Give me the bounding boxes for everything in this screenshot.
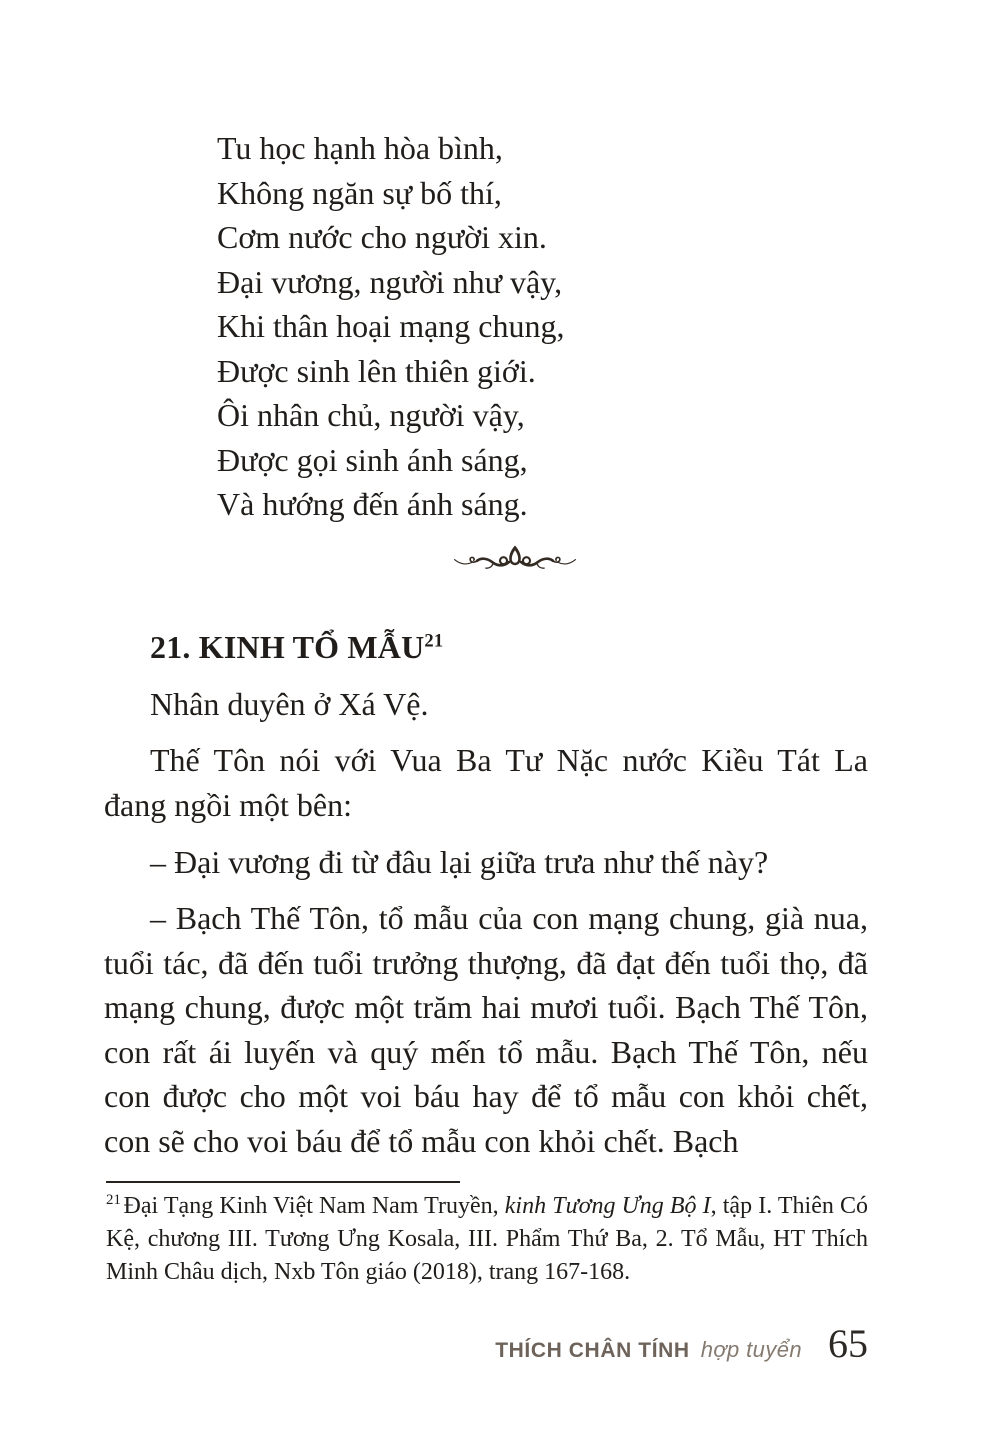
poem-line: Tu học hạnh hòa bình,	[217, 130, 503, 166]
footer-author: THÍCH CHÂN TÍNH	[495, 1339, 690, 1362]
footnote-text: Đại Tạng Kinh Việt Nam Nam Truyền,	[123, 1193, 505, 1219]
heading-footnote-ref: 21	[424, 630, 444, 652]
poem-line: Khi thân hoại mạng chung,	[217, 308, 565, 344]
page-footer	[0, 1320, 868, 1367]
section-divider	[453, 542, 577, 578]
poem-line: Không ngăn sự bố thí,	[217, 174, 502, 211]
footnote-rule	[106, 1181, 460, 1183]
footer-subtitle: hợp tuyển	[700, 1337, 802, 1362]
paragraph: – Đại vương đi từ đâu lại giữa trưa như thế này?	[150, 844, 769, 880]
poem-block	[217, 126, 564, 527]
poem-line: Được gọi sinh ánh sáng,	[217, 441, 528, 478]
footnote-marker: 21	[106, 1192, 121, 1208]
poem-line: Đại vương, người như vậy,	[217, 263, 563, 300]
poem-line: Cơm nước cho người xin.	[217, 219, 547, 255]
paragraph: – Bạch Thế Tôn, tổ mẫu của con mạng chung, già nua, tuổi tác, đã đến tuổi trưởng thượng, đã đạt đến tuổi thọ, đã mạng chung, được một trăm hai mươi tuổi. Bạch Thế Tôn, con rất ái luyến và quý mến tổ mẫu. Bạch Thế Tôn, nếu con được cho một voi báu hay để tổ mẫu con khỏi chết, con sẽ cho voi báu để tổ mẫu con khỏi chết. Bạch	[104, 900, 868, 1159]
section-heading-text: 21. KINH TỔ MẪU	[150, 629, 425, 665]
footnote-italic-title: kinh Tương Ưng Bộ I	[504, 1193, 711, 1219]
footnote-text: , tập I. Thiên Có Kệ, chương III. Tương Ưng Kosala, III. Phẩm Thứ Ba, 2. Tổ Mẫu, HT Thích Minh Châu dịch, Nxb Tôn giáo (2018), trang 167-168.	[106, 1193, 869, 1285]
paragraph-intro: Nhân duyên ở Xá Vệ.	[150, 686, 429, 722]
poem-line: Và hướng đến ánh sáng.	[217, 486, 528, 522]
section-heading	[104, 624, 868, 670]
poem-line: Được sinh lên thiên giới.	[217, 352, 536, 389]
footer-page-number: 65	[828, 1321, 868, 1366]
paragraph: Thế Tôn nói với Vua Ba Tư Nặc nước Kiều Tát La đang ngồi một bên:	[104, 742, 868, 823]
footnote	[106, 1190, 868, 1289]
poem-line: Ôi nhân chủ, người vậy,	[217, 397, 525, 433]
flourish-divider-icon	[453, 542, 577, 578]
